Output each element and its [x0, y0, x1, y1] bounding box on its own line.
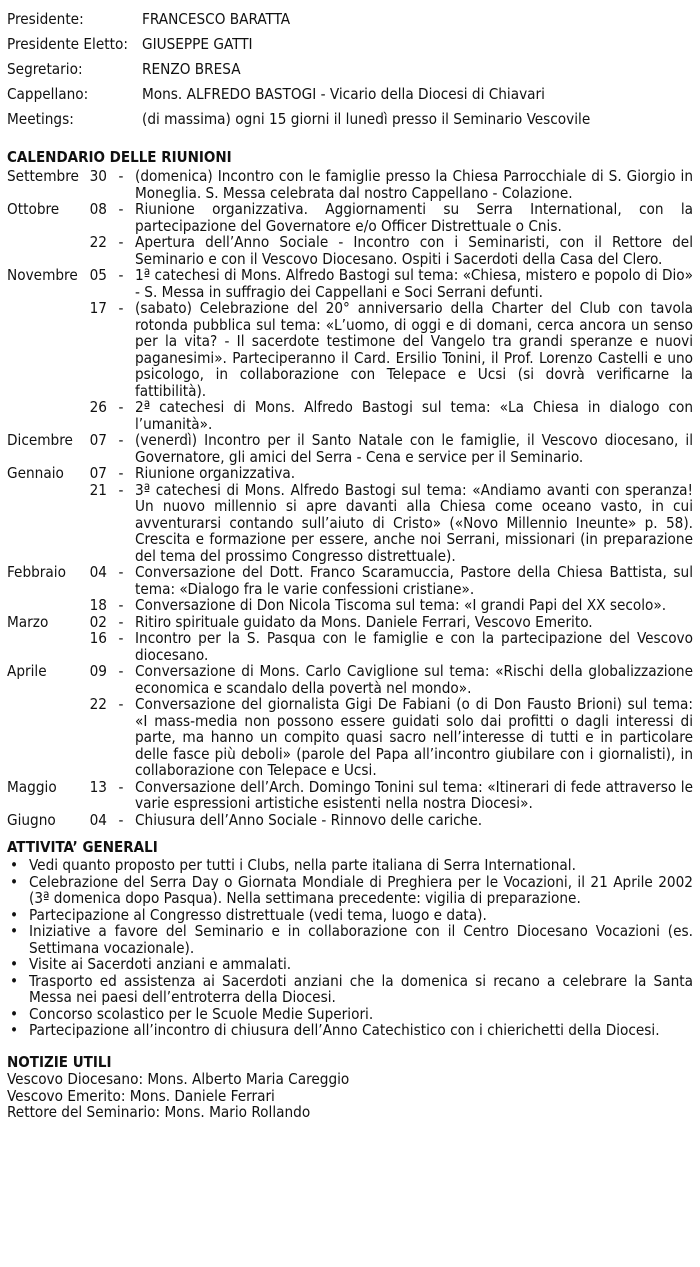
calendar-section — [7, 148, 693, 828]
event-day: 26 — [89, 398, 107, 416]
activity-item — [7, 956, 693, 973]
info-line: Rettore del Seminario: Mons. Mario Rollando — [7, 1103, 311, 1121]
calendar-event — [7, 597, 693, 614]
event-description: (sabato) Celebrazione del 20° anniversario della Charter del Club con tavola rotonda pubblica sul tema: «L’uomo, di oggi e di domani, cerca ancora un senso per la vita? - Il sacerdote testimone del Vangelo tra grandi speranze e nuovi paganesimi». Parteciperanno il Card. Ersilio Tonini, il Prof. Lorenzo Castelli e uno psicologo, in collaborazione con Telepace e Ucsi (si dovrà verificarne la fattibilità). — [135, 299, 693, 400]
event-description: Riunione organizzativa. Aggiornamenti su Serra International, con la partecipazione del Governatore e/o Officer Distrettuale o Cnis. — [135, 200, 693, 235]
event-day: 22 — [89, 233, 107, 251]
event-month: Maggio — [7, 777, 57, 796]
event-month: Aprile — [7, 662, 47, 680]
info-line: Vescovo Emerito: Mons. Daniele Ferrari — [7, 1086, 275, 1105]
activity-item — [7, 857, 693, 874]
event-separator: - — [118, 266, 124, 284]
calendar-event — [7, 779, 693, 812]
calendar-event — [7, 399, 693, 432]
event-month — [7, 597, 83, 614]
event-day: 04 — [89, 563, 107, 581]
officer-row — [7, 57, 697, 82]
activity-text: Trasporto ed assistenza ai Sacerdoti anziani che la domenica si recano a celebrare la Santa Messa nei paesi dell’entroterra della Diocesi. — [29, 971, 693, 1006]
event-day: 17 — [89, 299, 107, 317]
event-day: 18 — [89, 596, 107, 614]
event-separator: - — [118, 431, 124, 449]
event-separator: - — [118, 398, 124, 416]
event-month: Marzo — [7, 612, 49, 631]
bullet-icon: • — [10, 905, 19, 924]
calendar-event — [7, 465, 693, 482]
event-month: Giugno — [7, 810, 56, 829]
activity-text: Partecipazione all’incontro di chiusura dell’Anno Catechistico con i chierichetti della Diocesi. — [29, 1021, 660, 1039]
event-month: Settembre — [7, 167, 79, 185]
event-separator: - — [118, 596, 124, 614]
bullet-icon: • — [10, 922, 19, 940]
event-day: 05 — [89, 266, 107, 284]
event-description: Chiusura dell’Anno Sociale - Rinnovo delle cariche. — [135, 810, 483, 829]
event-day: 30 — [89, 167, 107, 185]
bullet-icon: • — [10, 856, 19, 874]
calendar-event — [7, 300, 693, 399]
activity-text: Iniziative a favore del Seminario e in collaborazione con il Centro Diocesano Vocazioni (es. Settimana vocazionale). — [29, 922, 693, 957]
activity-text: Concorso scolastico per le Scuole Medie Superiori. — [29, 1004, 374, 1023]
calendar-event — [7, 234, 693, 267]
officer-role: Segretario: — [7, 60, 83, 78]
event-separator: - — [118, 662, 124, 680]
event-month — [7, 482, 83, 565]
event-separator: - — [118, 480, 124, 499]
event-description: Ritiro spirituale guidato da Mons. Daniele Ferrari, Vescovo Emerito. — [135, 612, 593, 631]
calendar-event — [7, 614, 693, 631]
activity-text: Partecipazione al Congresso distrettuale (vedi tema, luogo e data). — [29, 905, 487, 924]
event-description: (domenica) Incontro con le famiglie presso la Chiesa Parrocchiale di S. Giorgio in Moneglia. S. Messa celebrata dal nostro Cappellano - Colazione. — [135, 167, 693, 202]
bullet-icon: • — [10, 1004, 19, 1023]
officer-role: Cappellano: — [7, 85, 89, 103]
calendar-event — [7, 630, 693, 663]
activity-item — [7, 874, 693, 907]
event-day: 07 — [89, 431, 107, 449]
officer-role: Meetings: — [7, 110, 74, 128]
event-description: 2ª catechesi di Mons. Alfredo Bastogi sul tema: «La Chiesa in dialogo con l’umanità». — [135, 398, 693, 433]
event-description: 3ª catechesi di Mons. Alfredo Bastogi sul tema: «Andiamo avanti con speranza! Un nuovo millennio si apre davanti alla Chiesa come oceano vasto, in cui avventurarsi contando sull’aiuto di Cristo» («Novo Millennio Ineunte» p. 58). Crescita e formazione per essere, anche noi Serrani, missionari (in preparazione del tema del prossimo Congresso distrettuale). — [135, 480, 693, 565]
activity-item — [7, 1022, 693, 1039]
activity-text: Visite ai Sacerdoti anziani e ammalati. — [29, 955, 292, 973]
info-list — [7, 1071, 693, 1121]
officer-row — [7, 32, 697, 57]
calendar-event — [7, 201, 693, 234]
bullet-icon: • — [10, 955, 19, 973]
calendar-event — [7, 696, 693, 779]
event-separator: - — [118, 629, 124, 647]
event-description: Conversazione del Dott. Franco Scaramuccia, Pastore della Chiesa Battista, sul tema: «Dialogo fra le varie confessioni cristiane». — [135, 563, 693, 598]
calendar-event — [7, 564, 693, 597]
info-section — [7, 1053, 693, 1121]
calendar-event — [7, 267, 693, 300]
calendar-event — [7, 168, 693, 201]
bullet-icon: • — [10, 971, 19, 990]
event-day: 04 — [89, 810, 107, 829]
activity-item — [7, 973, 693, 1006]
calendar-event — [7, 432, 693, 465]
event-month: Gennaio — [7, 464, 64, 482]
event-separator: - — [118, 200, 124, 218]
officer-name: (di massima) ogni 15 giorni il lunedì presso il Seminario Vescovile — [142, 110, 591, 128]
officer-name: RENZO BRESA — [142, 60, 241, 78]
officer-row — [7, 82, 697, 107]
activity-text: Vedi quanto proposto per tutti i Clubs, nella parte italiana di Serra International. — [29, 856, 576, 874]
event-description: Riunione organizzativa. — [135, 464, 296, 482]
officer-row — [7, 107, 697, 132]
officer-name: GIUSEPPE GATTI — [142, 35, 253, 53]
event-description: Conversazione di Don Nicola Tiscoma sul tema: «I grandi Papi del XX secolo». — [135, 596, 667, 614]
event-day: 22 — [89, 695, 107, 713]
officer-name: FRANCESCO BARATTA — [142, 10, 291, 28]
event-day: 02 — [89, 612, 107, 631]
event-day: 21 — [89, 480, 107, 499]
event-description: (venerdì) Incontro per il Santo Natale con le famiglie, il Vescovo diocesano, il Governatore, gli amici del Serra - Cena e service per il Seminario. — [135, 431, 693, 466]
event-day: 16 — [89, 629, 107, 647]
event-description: Conversazione dell’Arch. Domingo Tonini sul tema: «Itinerari di fede attraverso le varie espressioni artistiche esistenti nella nostra Diocesi». — [135, 777, 693, 812]
activity-item — [7, 1006, 693, 1023]
activity-item — [7, 923, 693, 956]
event-month — [7, 696, 83, 779]
event-separator: - — [118, 299, 124, 317]
event-month: Dicembre — [7, 431, 73, 449]
event-separator: - — [118, 563, 124, 581]
activities-list — [7, 857, 693, 1039]
calendar-event — [7, 812, 693, 829]
event-description: 1ª catechesi di Mons. Alfredo Bastogi sul tema: «Chiesa, mistero e popolo di Dio» - S. Messa in suffragio dei Cappellani e Soci Serrani defunti. — [135, 266, 693, 301]
event-description: Conversazione del giornalista Gigi De Fabiani (o di Don Fausto Brioni) sul tema: «I mass-media non possono essere guidati solo dai profitti o dagli interessi di parte, ma hanno un compito quasi sacro nell’interesse di tutti e in particolare delle fasce più deboli» (parole del Papa all’incontro giubilare con i giornalisti), in collaborazione con Telepace e Ucsi. — [135, 695, 693, 779]
event-day: 09 — [89, 662, 107, 680]
event-separator: - — [118, 167, 124, 185]
event-separator: - — [118, 612, 124, 631]
calendar-event — [7, 663, 693, 696]
event-separator: - — [118, 464, 124, 482]
event-month: Novembre — [7, 266, 78, 284]
info-title: NOTIZIE UTILI — [7, 1053, 112, 1071]
activities-section — [7, 838, 693, 1039]
officers-block — [7, 7, 697, 132]
activities-title: ATTIVITA’ GENERALI — [7, 838, 158, 856]
event-month — [7, 399, 83, 432]
event-separator: - — [118, 233, 124, 251]
activity-item — [7, 907, 693, 924]
event-description: Incontro per la S. Pasqua con le famiglie e con la partecipazione del Vescovo diocesano. — [135, 629, 693, 664]
bullet-icon: • — [10, 1021, 19, 1039]
event-month — [7, 300, 83, 399]
event-separator: - — [118, 777, 124, 796]
event-day: 08 — [89, 200, 107, 218]
calendar-event — [7, 482, 693, 565]
calendar-list — [7, 168, 693, 828]
event-month — [7, 234, 83, 267]
event-month: Febbraio — [7, 563, 66, 581]
officer-row — [7, 7, 697, 32]
event-day: 13 — [89, 777, 107, 796]
activity-text: Celebrazione del Serra Day o Giornata Mondiale di Preghiera per le Vocazioni, il 21 Aprile 2002 (3ª domenica dopo Pasqua). Nella settimana precedente: vigilia di preparazione. — [29, 872, 693, 907]
info-line: Vescovo Diocesano: Mons. Alberto Maria Careggio — [7, 1070, 350, 1088]
calendar-title: CALENDARIO DELLE RIUNIONI — [7, 148, 232, 166]
event-separator: - — [118, 810, 124, 829]
event-month — [7, 630, 83, 663]
event-description: Apertura dell’Anno Sociale - Incontro con i Seminaristi, con il Rettore del Seminario e con il Vescovo Diocesano. Ospiti i Sacerdoti della Casa del Clero. — [135, 233, 693, 268]
event-description: Conversazione di Mons. Carlo Caviglione sul tema: «Rischi della globalizzazione economica e scandalo della povertà nel mondo». — [135, 662, 693, 697]
bullet-icon: • — [10, 872, 19, 891]
officer-name: Mons. ALFREDO BASTOGI - Vicario della Diocesi di Chiavari — [142, 85, 545, 103]
officer-role: Presidente: — [7, 10, 84, 28]
event-separator: - — [118, 695, 124, 713]
event-month: Ottobre — [7, 200, 60, 218]
event-day: 07 — [89, 464, 107, 482]
officer-role: Presidente Eletto: — [7, 35, 128, 53]
